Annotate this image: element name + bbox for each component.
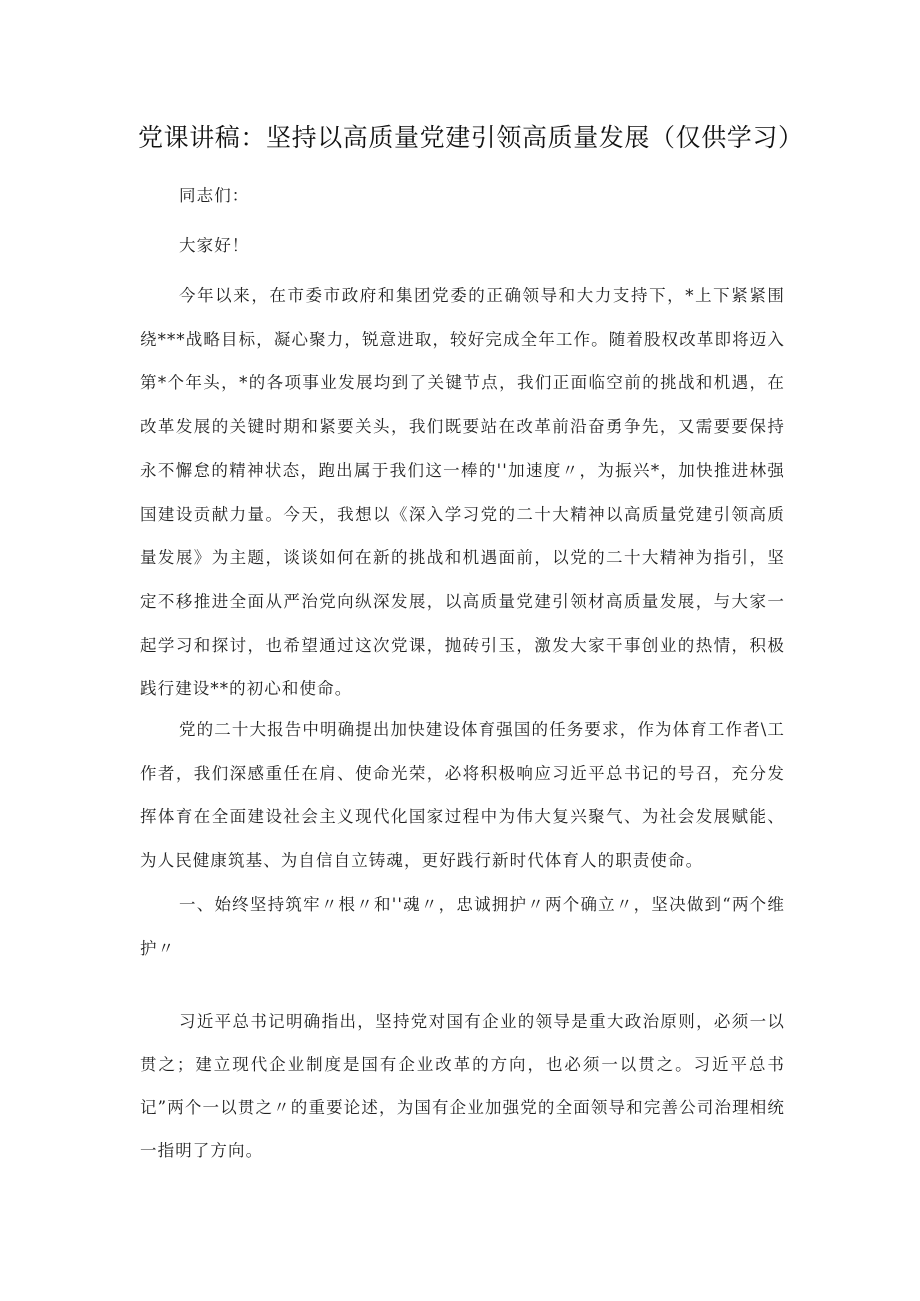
body-paragraph: 习近平总书记明确指出，坚持党对国有企业的领导是重大政治原则，必须一以贯之；建立现代企业制度是国有企业改革的方向，也必须一以贯之。习近平总书记”两个一以贯之〃的重要论述，为国有企业加强党的全面领导和完善公司治理相统一指明了方向。 bbox=[140, 1012, 785, 1160]
salutation-paragraph: 同志们： bbox=[179, 186, 250, 205]
greeting-paragraph: 大家好！ bbox=[179, 236, 250, 255]
body-paragraph: 党的二十大报告中明确提出加快建设体育强国的任务要求，作为体育工作者\工作者，我们深感重任在肩、使命光荣，必将积极响应习近平总书记的号召，充分发挥体育在全面建设社会主义现代化国家过程中为伟大复兴聚气、为社会发展赋能、为人民健康筑基、为自信自立铸魂，更好践行新时代体育人的职责使命。 bbox=[140, 720, 785, 871]
document-title: 党课讲稿：坚持以高质量党建引领高质量发展（仅供学习） bbox=[138, 123, 804, 152]
section-heading-paragraph: 一、始终坚持筑牢〃根〃和''魂〃，忠诚拥护〃两个确立〃，坚决做到“两个维护〃 bbox=[140, 895, 785, 958]
body-paragraph: 今年以来，在市委市政府和集团党委的正确领导和大力支持下，*上下紧紧围绕***战略目标，凝心聚力，锐意进取，较好完成全年工作。随着股权改革即将迈入第*个年头，*的各项事业发展均到了关键节点，我们正面临空前的挑战和机遇，在改革发展的关键时期和紧要关头，我们既要站在改革前沿奋勇争先，又需要要保持永不懈怠的精神状态，跑出属于我们这一棒的''加速度〃，为振兴*，加快推进林强国建设贡献力量。今天，我想以《深入学习党的二十大精神以高质量党建引领高质量发展》为主题，谈谈如何在新的挑战和机遇面前，以党的二十大精神为指引，坚定不移推进全面从严治党向纵深发展，以高质量党建引领材高质量发展，与大家一起学习和探讨，也希望通过这次党课，抛砖引玉，激发大家干事创业的热情，积极践行建设**的初心和使命。 bbox=[140, 286, 785, 699]
